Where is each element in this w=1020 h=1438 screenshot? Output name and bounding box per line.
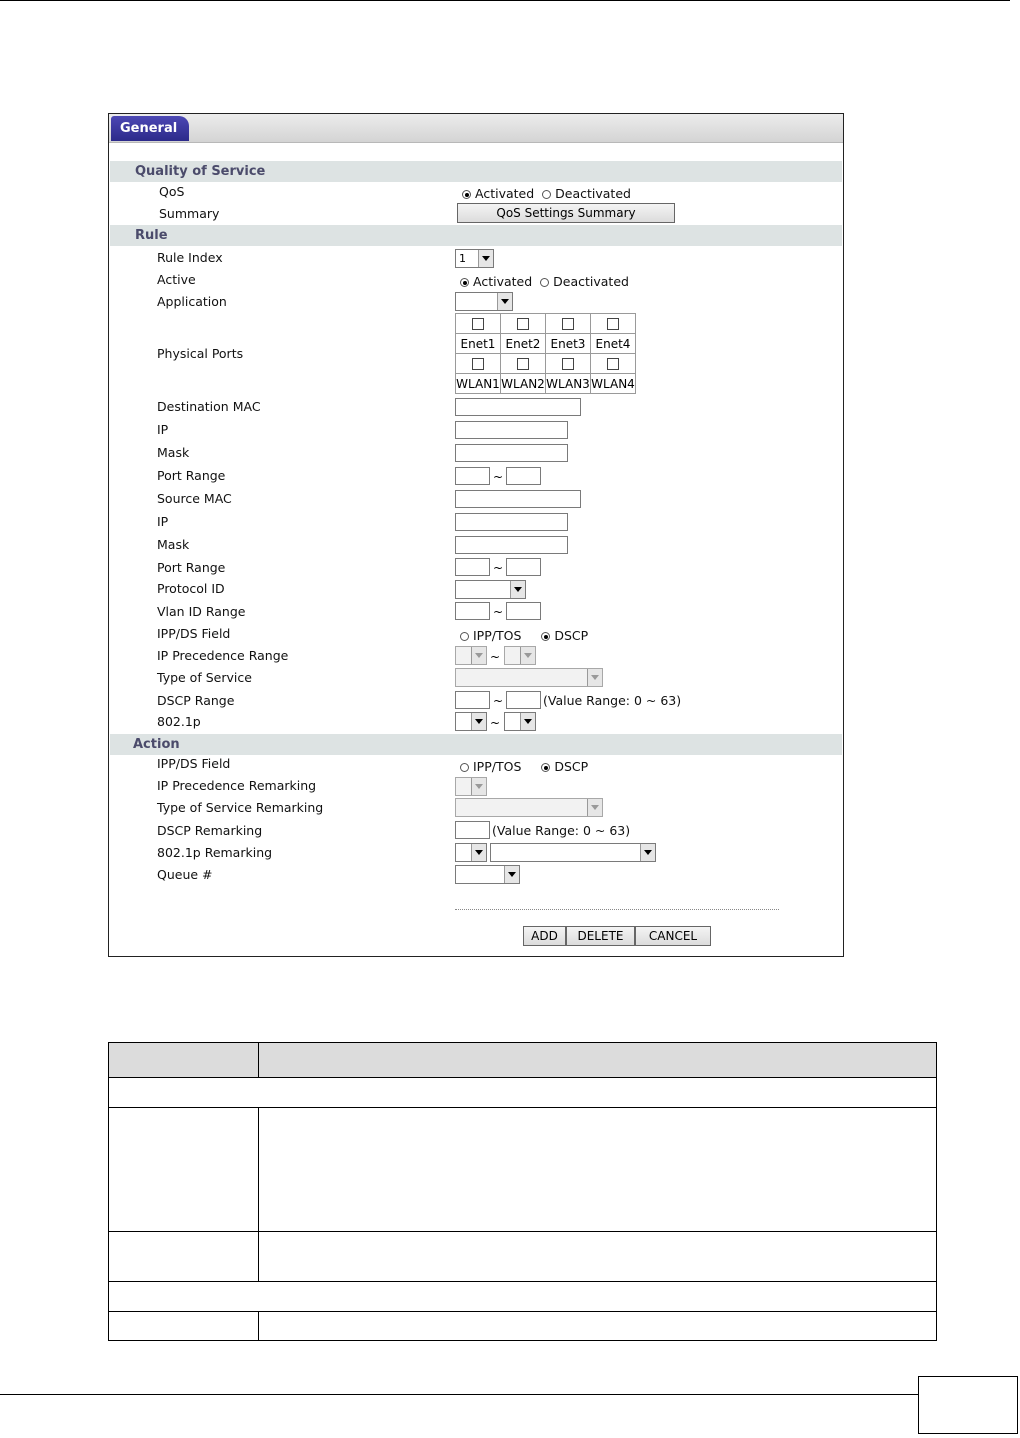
dscp-range-end-input[interactable] xyxy=(506,691,541,709)
dscp-range-start-input[interactable] xyxy=(455,691,490,709)
dest-ip-label: IP xyxy=(157,422,169,437)
active-radio-group xyxy=(460,274,629,290)
desc-section-row xyxy=(109,1078,937,1108)
ip-precedence-remarking-select[interactable] xyxy=(455,777,487,796)
action-ipp-tos-label: IPP/TOS xyxy=(473,759,522,774)
active-deactivated-label: Deactivated xyxy=(553,274,629,289)
port-label-enet3: Enet3 xyxy=(546,334,591,354)
dscp-remarking-input[interactable] xyxy=(455,821,490,839)
chevron-down-icon xyxy=(471,778,486,795)
desc-cell xyxy=(109,1312,259,1341)
desc-cell xyxy=(109,1232,259,1282)
rule-dscp-label: DSCP xyxy=(554,628,589,643)
qos-activated-label: Activated xyxy=(475,186,535,201)
cancel-button[interactable]: CANCEL xyxy=(635,926,711,946)
dot1p-remarking-select[interactable] xyxy=(455,843,487,862)
dest-mask-input[interactable] xyxy=(455,444,568,462)
tab-general[interactable]: General xyxy=(111,116,189,141)
dscp-range-tilde: ~ xyxy=(493,694,504,708)
page-number-box xyxy=(918,1376,1018,1434)
port-checkbox-enet1[interactable] xyxy=(472,318,484,330)
chevron-down-icon xyxy=(587,669,602,686)
chevron-down-icon xyxy=(471,647,486,664)
ip-precedence-end-select[interactable] xyxy=(504,646,536,665)
destination-mac-input[interactable] xyxy=(455,398,581,416)
src-ip-label: IP xyxy=(157,514,169,529)
ip-precedence-remarking-label: IP Precedence Remarking xyxy=(157,778,317,793)
dscp-range-label: DSCP Range xyxy=(157,693,235,708)
port-label-wlan2: WLAN2 xyxy=(501,374,546,394)
rule-ipp-ds-radio-group xyxy=(460,628,588,644)
section-action: Action xyxy=(110,734,842,755)
chevron-down-icon xyxy=(497,293,512,310)
port-label-wlan1: WLAN1 xyxy=(456,374,501,394)
application-label: Application xyxy=(157,294,227,309)
source-mac-input[interactable] xyxy=(455,490,581,508)
action-dscp-label: DSCP xyxy=(554,759,589,774)
qos-settings-summary-button[interactable]: QoS Settings Summary xyxy=(457,203,675,223)
port-checkbox-wlan4[interactable] xyxy=(607,358,619,370)
summary-label: Summary xyxy=(159,206,220,221)
destination-mac-label: Destination MAC xyxy=(157,399,261,414)
qos-deactivated-radio[interactable] xyxy=(542,190,551,199)
protocol-id-label: Protocol ID xyxy=(157,581,225,596)
port-checkbox-wlan2[interactable] xyxy=(517,358,529,370)
chevron-down-icon xyxy=(510,581,525,598)
tab-bar xyxy=(109,114,843,143)
protocol-id-select[interactable] xyxy=(455,580,526,599)
type-of-service-label: Type of Service xyxy=(157,670,252,685)
rule-index-label: Rule Index xyxy=(157,250,223,265)
footer-rule xyxy=(0,1394,918,1395)
desc-header-cell xyxy=(259,1043,937,1078)
type-of-service-select[interactable] xyxy=(455,668,603,687)
port-label-enet1: Enet1 xyxy=(456,334,501,354)
desc-header-row xyxy=(109,1043,937,1078)
active-label: Active xyxy=(157,272,196,287)
rule-index-select[interactable] xyxy=(455,249,494,268)
rule-ipp-ds-field-label: IPP/DS Field xyxy=(157,626,231,641)
rule-index-value: 1 xyxy=(459,252,466,265)
src-port-range-label: Port Range xyxy=(157,560,226,575)
desc-section-row xyxy=(109,1282,937,1312)
vlan-end-input[interactable] xyxy=(506,602,541,620)
add-button[interactable]: ADD xyxy=(523,926,566,946)
section-quality-of-service: Quality of Service xyxy=(110,161,842,182)
chevron-down-icon xyxy=(520,713,535,730)
chevron-down-icon xyxy=(471,713,486,730)
dest-mask-label: Mask xyxy=(157,445,190,460)
rule-ipp-tos-label: IPP/TOS xyxy=(473,628,522,643)
qos-radio-group xyxy=(462,186,631,202)
src-port-tilde: ~ xyxy=(493,561,504,575)
header-rule xyxy=(0,0,1010,1)
dest-port-start-input[interactable] xyxy=(455,467,490,485)
delete-button[interactable]: DELETE xyxy=(566,926,635,946)
ip-precedence-range-label: IP Precedence Range xyxy=(157,648,289,663)
qos-activated-radio[interactable] xyxy=(462,190,471,199)
port-checkbox-enet3[interactable] xyxy=(562,318,574,330)
queue-select[interactable] xyxy=(455,865,520,884)
dscp-range-hint: (Value Range: 0 ~ 63) xyxy=(543,693,682,708)
action-ipp-ds-field-label: IPP/DS Field xyxy=(157,756,231,771)
src-port-start-input[interactable] xyxy=(455,558,490,576)
chevron-down-icon xyxy=(504,866,519,883)
src-mask-label: Mask xyxy=(157,537,190,552)
chevron-down-icon xyxy=(640,844,655,861)
physical-ports-grid xyxy=(455,313,636,394)
port-checkbox-wlan1[interactable] xyxy=(472,358,484,370)
dest-ip-input[interactable] xyxy=(455,421,568,439)
desc-cell xyxy=(259,1312,937,1341)
dot1p-end-select[interactable] xyxy=(504,712,536,731)
rule-ipp-tos-radio[interactable] xyxy=(460,632,469,641)
tos-remarking-label: Type of Service Remarking xyxy=(157,800,324,815)
port-checkbox-enet2[interactable] xyxy=(517,318,529,330)
src-ip-input[interactable] xyxy=(455,513,568,531)
chevron-down-icon xyxy=(587,799,602,816)
dest-port-range-label: Port Range xyxy=(157,468,226,483)
vlan-id-range-label: Vlan ID Range xyxy=(157,604,246,619)
queue-label: Queue # xyxy=(157,867,213,882)
port-label-enet4: Enet4 xyxy=(591,334,636,354)
rule-dscp-radio[interactable] xyxy=(541,632,550,641)
desc-section-cell xyxy=(109,1282,937,1312)
application-select[interactable] xyxy=(455,292,513,311)
section-rule: Rule xyxy=(110,225,842,246)
chevron-down-icon xyxy=(471,844,486,861)
desc-row xyxy=(109,1232,937,1282)
port-checkbox-enet4[interactable] xyxy=(607,318,619,330)
src-port-end-input[interactable] xyxy=(506,558,541,576)
desc-row xyxy=(109,1108,937,1232)
dscp-remarking-label: DSCP Remarking xyxy=(157,823,263,838)
active-activated-label: Activated xyxy=(473,274,533,289)
action-dscp-radio[interactable] xyxy=(541,763,550,772)
desc-cell xyxy=(259,1108,937,1232)
dot1p-start-select[interactable] xyxy=(455,712,487,731)
src-mask-input[interactable] xyxy=(455,536,568,554)
action-divider xyxy=(455,909,779,910)
description-table xyxy=(108,1042,937,1341)
active-activated-radio[interactable] xyxy=(460,278,469,287)
dest-port-tilde: ~ xyxy=(493,470,504,484)
port-label-wlan3: WLAN3 xyxy=(546,374,591,394)
vlan-tilde: ~ xyxy=(493,605,504,619)
dscp-remarking-hint: (Value Range: 0 ~ 63) xyxy=(492,823,631,838)
source-mac-label: Source MAC xyxy=(157,491,232,506)
desc-cell xyxy=(109,1108,259,1232)
chevron-down-icon xyxy=(520,647,535,664)
physical-ports-label: Physical Ports xyxy=(157,346,244,361)
dot1p-tilde: ~ xyxy=(490,716,501,730)
dot1p-label: 802.1p xyxy=(157,714,201,729)
chevron-down-icon xyxy=(478,250,493,267)
dot1p-remarking-detail-select[interactable] xyxy=(490,843,656,862)
dest-port-end-input[interactable] xyxy=(506,467,541,485)
action-ipp-ds-radio-group xyxy=(460,759,588,775)
port-label-wlan4: WLAN4 xyxy=(591,374,636,394)
vlan-start-input[interactable] xyxy=(455,602,490,620)
port-label-enet2: Enet2 xyxy=(501,334,546,354)
qos-config-screen xyxy=(108,113,844,957)
desc-row xyxy=(109,1312,937,1341)
desc-section-cell xyxy=(109,1078,937,1108)
dot1p-remarking-label: 802.1p Remarking xyxy=(157,845,273,860)
desc-cell xyxy=(259,1232,937,1282)
port-checkbox-wlan3[interactable] xyxy=(562,358,574,370)
ip-precedence-start-select[interactable] xyxy=(455,646,487,665)
ip-precedence-tilde: ~ xyxy=(490,650,501,664)
active-deactivated-radio[interactable] xyxy=(540,278,549,287)
tos-remarking-select[interactable] xyxy=(455,798,603,817)
qos-label: QoS xyxy=(159,184,185,199)
qos-deactivated-label: Deactivated xyxy=(555,186,631,201)
action-ipp-tos-radio[interactable] xyxy=(460,763,469,772)
desc-header-cell xyxy=(109,1043,259,1078)
